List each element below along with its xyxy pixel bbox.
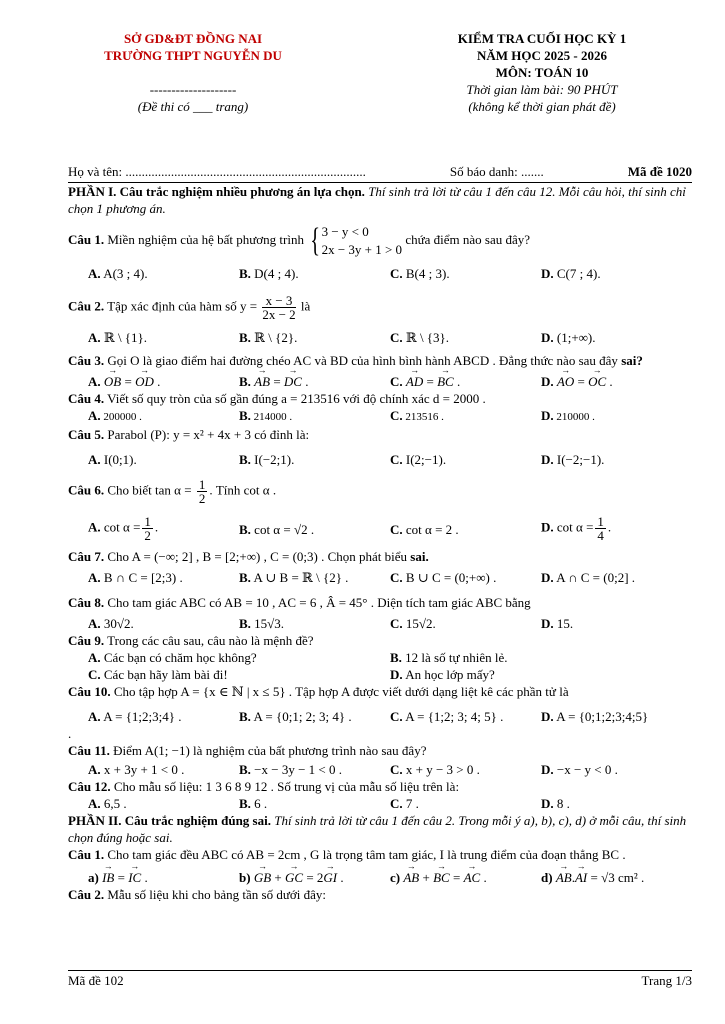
page-count-note: (Đề thi có ___ trang) <box>137 99 249 114</box>
page-footer <box>68 970 692 989</box>
student-info-row <box>68 164 692 180</box>
question-text: Parabol (P): y = x² + 4x + 3 có đỉnh là: <box>107 427 310 442</box>
option-d[interactable]: D. 210000 . <box>541 408 595 423</box>
question-label: Câu 10. <box>68 684 111 699</box>
exam-header <box>68 30 692 120</box>
question-label: Câu 1. <box>68 847 105 862</box>
stray-dot: . <box>68 726 72 741</box>
student-name-field: Họ và tên: .......................................................................... <box>68 164 366 179</box>
header-left <box>68 30 318 120</box>
part2-heading <box>68 812 692 846</box>
exam-title: KIỂM TRA CUỐI HỌC KỲ 1 <box>457 31 627 46</box>
question-9-options-row2 <box>88 666 692 683</box>
question-4-options <box>88 407 692 426</box>
header-dashes: -------------------- <box>149 82 237 97</box>
option-b[interactable]: B. A = {0;1; 2; 3; 4} . <box>239 709 352 724</box>
option-b[interactable]: B. cot α = √2 . <box>239 522 315 537</box>
question-text: Tập xác định của hàm số y = <box>107 298 258 314</box>
question-1 <box>68 223 692 259</box>
student-id-field: Số báo danh: ....... <box>449 164 544 179</box>
option-c[interactable]: C. 7 . <box>390 796 419 811</box>
school-year: NĂM HỌC 2025 - 2026 <box>477 48 607 63</box>
option-c[interactable]: C. ℝ \ {3}. <box>390 330 450 345</box>
option-a[interactable]: A. → OB = → OD . <box>88 373 239 390</box>
question-text: Viết số quy tròn của số gần đúng a = 213516 với độ chính xác d = 2000 . <box>107 391 486 406</box>
option-b[interactable]: B. ℝ \ {2}. <box>239 330 298 345</box>
question-label: Câu 3. <box>68 353 105 368</box>
question-12-options <box>88 795 692 812</box>
exam-code: Mã đề 1020 <box>627 164 692 179</box>
question-1-options <box>88 265 692 282</box>
option-c[interactable]: C. I(2;−1). <box>390 452 447 467</box>
fraction: $\frac{1}{2}$ <box>198 477 206 506</box>
option-c[interactable]: C. Các bạn hãy làm bài đi! <box>88 667 228 682</box>
part1-instructions: Thí sinh trả lời từ câu 1 đến câu 12. Mỗi câu hỏi, thí sinh chỉ chọn 1 phương án. <box>68 184 686 216</box>
question-7 <box>68 548 692 565</box>
question-11 <box>68 742 692 759</box>
question-label: Câu 12. <box>68 779 111 794</box>
option-d[interactable]: D. 8 . <box>541 796 570 811</box>
item-d[interactable]: d) → AB.→ AI = √3 cm² . <box>541 869 692 886</box>
question-label: Câu 1. <box>68 231 105 247</box>
option-a[interactable]: A. Các bạn có chăm học không? <box>88 650 257 665</box>
option-b[interactable]: B. 6 . <box>239 796 268 811</box>
option-d[interactable]: D. −x − y < 0 . <box>541 762 618 777</box>
part1-heading <box>68 183 692 217</box>
option-b[interactable]: B. A ∪ B = ℝ \ {2} . <box>239 570 349 585</box>
question-9 <box>68 632 692 649</box>
footer-page-number: Trang 1/3 <box>641 973 692 988</box>
option-b[interactable]: B. D(4 ; 4). <box>239 266 299 281</box>
question-2 <box>68 294 692 321</box>
option-d[interactable]: D. 15. <box>541 616 574 631</box>
option-a[interactable]: A. 30√2. <box>88 616 134 631</box>
option-d[interactable]: D. An học lớp mấy? <box>390 667 495 682</box>
question-10 <box>68 683 692 700</box>
option-c[interactable]: C. B ∪ C = (0;+∞) . <box>390 570 497 585</box>
option-a[interactable]: A. ℝ \ {1}. <box>88 330 148 345</box>
option-a[interactable]: A. A = {1;2;3;4} . <box>88 709 182 724</box>
question-text: Cho A = (−∞; 2] , B = [2;+∞) , C = (0;3) . Chọn phát biểu <box>107 549 408 564</box>
question-label: Câu 8. <box>68 595 105 610</box>
option-c[interactable]: C. 213516 . <box>390 408 444 423</box>
option-c[interactable]: C. B(4 ; 3). <box>390 266 450 281</box>
question-tail: là <box>300 298 311 314</box>
option-b[interactable]: B. → AB = → DC . <box>239 373 390 390</box>
question-6 <box>68 478 692 505</box>
part2-question-1 <box>68 846 692 863</box>
question-text: Trong các câu sau, câu nào là mệnh đề? <box>107 633 314 648</box>
question-text: Cho mẫu số liệu: 1 3 6 8 9 12 . Số trung vị của mẫu số liệu trên là: <box>113 779 460 794</box>
part2-title: PHẦN II. Câu trắc nghiệm đúng sai. <box>68 813 271 828</box>
footer-exam-code: Mã đề 102 <box>68 973 124 988</box>
option-b[interactable]: B. 12 là số tự nhiên lẻ. <box>390 650 508 665</box>
header-right <box>392 30 692 120</box>
part2-question-1-items <box>88 869 692 886</box>
brace-icon: { <box>310 222 321 259</box>
option-a[interactable]: A. x + 3y + 1 < 0 . <box>88 762 185 777</box>
question-11-options <box>88 761 692 778</box>
question-label: Câu 6. <box>68 482 105 498</box>
system-line-2: 2x − 3y + 1 > 0 <box>321 242 403 257</box>
question-label: Câu 2. <box>68 298 105 314</box>
question-12 <box>68 778 692 795</box>
option-c[interactable]: C. cot α = 2 . <box>390 522 459 537</box>
option-b[interactable]: B. I(−2;1). <box>239 452 295 467</box>
question-label: Câu 11. <box>68 743 110 758</box>
part1-title: PHẦN I. Câu trắc nghiệm nhiều phương án lựa chọn. <box>68 184 365 199</box>
inequality-system <box>307 223 402 259</box>
option-a[interactable]: A. 6,5 . <box>88 796 127 811</box>
option-a[interactable]: A. A(3 ; 4). <box>88 266 148 281</box>
option-c[interactable]: C. → AD = → BC . <box>390 373 541 390</box>
item-b[interactable]: b) → GB + → GC = 2→ GI . <box>239 869 390 886</box>
question-3-options <box>88 373 692 390</box>
question-5-options <box>88 451 692 468</box>
part2-instructions: Thí sinh trả lời từ câu 1 đến câu 2. Trong mỗi ý a), b), c), d) ở mỗi câu, thí sinh chọn đúng hoặc sai. <box>68 813 687 845</box>
department-name: SỞ GD&ĐT ĐỒNG NAI <box>123 31 263 46</box>
question-label: Câu 7. <box>68 549 105 564</box>
school-name: TRƯỜNG THPT NGUYỄN DU <box>104 48 282 63</box>
question-7-options <box>88 569 692 586</box>
option-d[interactable]: D. I(−2;−1). <box>541 452 605 467</box>
option-d[interactable]: D. A = {0;1;2;3;4;5} <box>541 709 649 724</box>
question-text: Gọi O là giao điểm hai đường chéo AC và BD của hình bình hành ABCD . Đẳng thức nào sau đây <box>107 353 618 368</box>
item-a[interactable]: a) → IB = → IC . <box>88 869 239 886</box>
option-b[interactable]: B. −x − 3y − 1 < 0 . <box>239 762 342 777</box>
fraction: $\frac{x - 3}{2x - 2}$ <box>262 293 296 322</box>
question-6-options <box>88 515 692 542</box>
question-text: Cho biết tan α = <box>107 482 192 498</box>
question-8 <box>68 594 692 611</box>
system-line-1: 3 − y < 0 <box>321 224 369 239</box>
option-a[interactable]: A. cot α = $\frac{1}{2}$ . <box>88 514 159 543</box>
question-text: Mẫu số liệu khi cho bảng tần số dưới đây: <box>107 887 327 902</box>
question-text: Cho tam giác đều ABC có AB = 2cm , G là trọng tâm tam giác, I là trung điểm của đoạn thẳng BC . <box>107 847 626 862</box>
question-9-options-row1 <box>88 649 692 666</box>
item-c[interactable]: c) → AB + → BC = → AC . <box>390 869 541 886</box>
option-d[interactable]: D. (1;+∞). <box>541 330 596 345</box>
question-tail: chứa điểm nào sau đây? <box>405 231 531 247</box>
question-text: Cho tập hợp A = {x ∈ ℕ | x ≤ 5} . Tập hợp A được viết dưới dạng liệt kê các phần tử là <box>113 684 569 699</box>
exam-page <box>68 30 692 903</box>
question-text: Cho tam giác ABC có AB = 10 , AC = 6 , Â = 45° . Diện tích tam giác ABC bằng <box>107 595 531 610</box>
option-a[interactable]: A. B ∩ C = [2;3) . <box>88 570 183 585</box>
question-tail: . Tính cot α . <box>209 482 277 498</box>
question-10-options <box>88 708 692 725</box>
option-a[interactable]: A. 200000 . <box>88 408 142 423</box>
part2-question-2 <box>68 886 692 903</box>
question-label: Câu 9. <box>68 633 105 648</box>
option-c[interactable]: C. 15√2. <box>390 616 436 631</box>
question-8-options <box>88 615 692 632</box>
question-label: Câu 2. <box>68 887 105 902</box>
question-2-options <box>88 329 692 346</box>
question-label: Câu 4. <box>68 391 105 406</box>
option-d[interactable]: D. A ∩ C = (0;2] . <box>541 570 636 585</box>
subject: MÔN: TOÁN 10 <box>495 65 589 80</box>
option-b[interactable]: B. 214000 . <box>239 408 293 423</box>
question-5 <box>68 426 692 443</box>
duration-note: (không kể thời gian phát đề) <box>468 99 616 114</box>
option-b[interactable]: B. 15√3. <box>239 616 285 631</box>
question-text: Điểm A(1; −1) là nghiệm của bất phương trình nào sau đây? <box>113 743 427 758</box>
emphasis-wrong: sai? <box>621 353 643 368</box>
option-c[interactable]: C. A = {1;2; 3; 4; 5} . <box>390 709 504 724</box>
question-label: Câu 5. <box>68 427 105 442</box>
option-d[interactable]: D. C(7 ; 4). <box>541 266 601 281</box>
question-4 <box>68 390 692 407</box>
option-d[interactable]: D. cot α = $\frac{1}{4}$ . <box>541 514 612 543</box>
question-text: Miền nghiệm của hệ bất phương trình <box>107 231 304 247</box>
option-d[interactable]: D. → AO = → OC . <box>541 373 692 390</box>
emphasis-wrong: sai. <box>410 549 429 564</box>
option-a[interactable]: A. I(0;1). <box>88 452 137 467</box>
exam-duration: Thời gian làm bài: 90 PHÚT <box>466 82 618 97</box>
option-c[interactable]: C. x + y − 3 > 0 . <box>390 762 480 777</box>
